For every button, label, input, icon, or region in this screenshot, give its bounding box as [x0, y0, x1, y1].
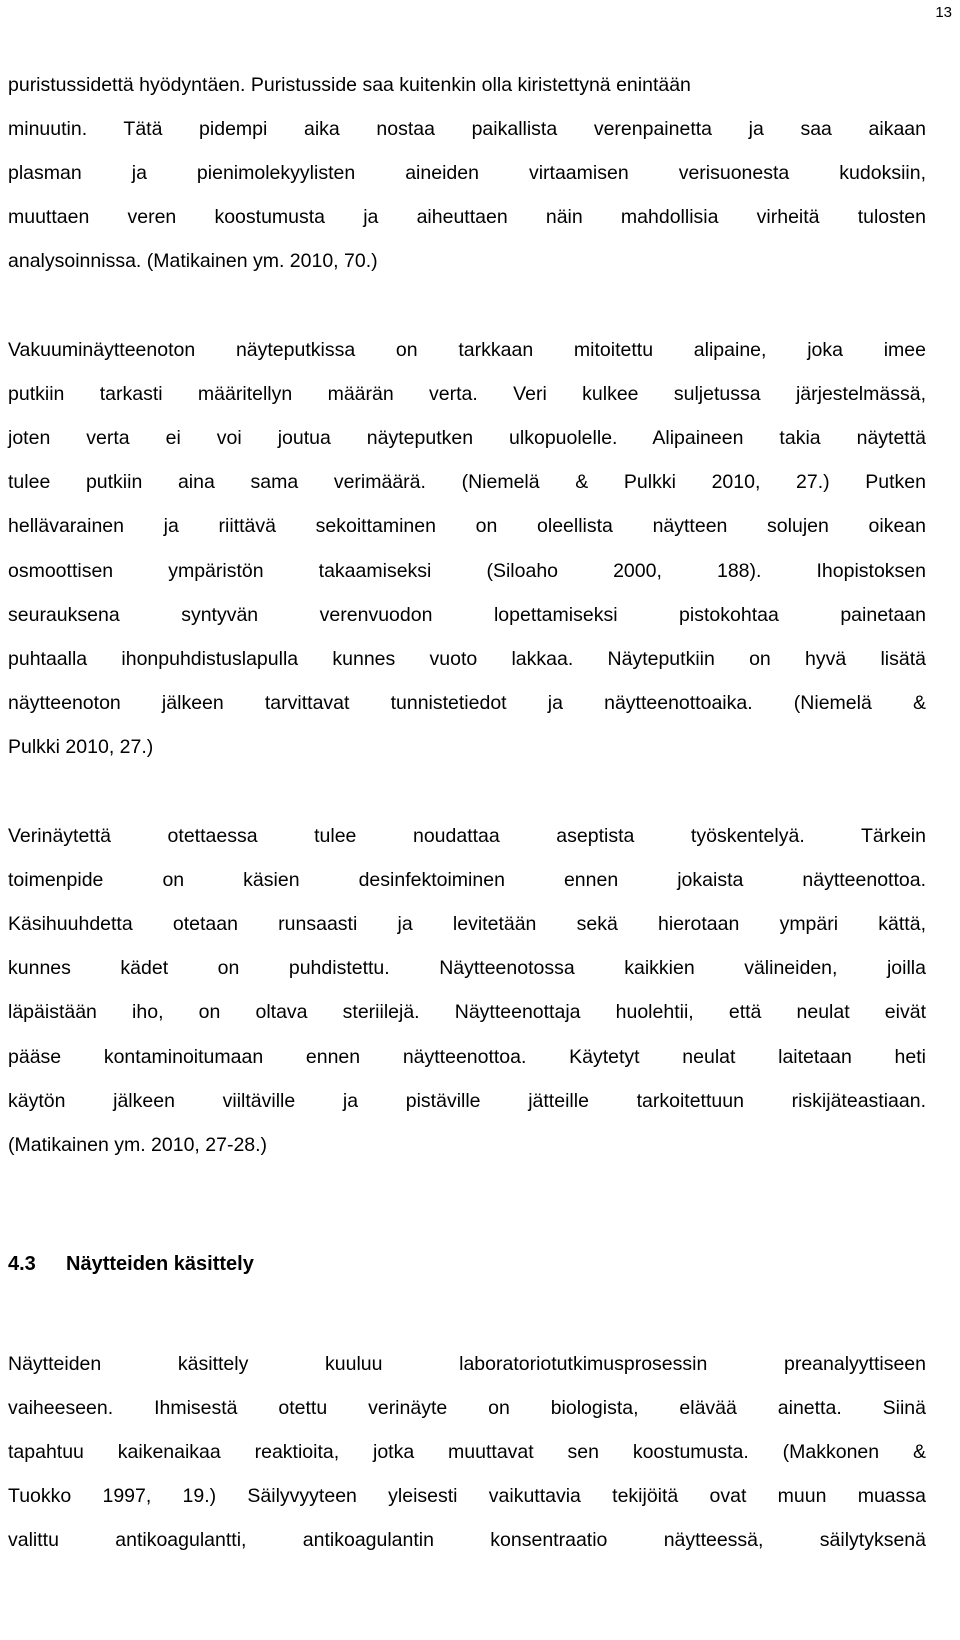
text-line: käytön jälkeen viiltäville ja pistäville jätteille tarkoitettuun riskijäteastiaan. — [8, 1090, 926, 1112]
page-number: 13 — [935, 4, 952, 21]
text-line: Näytteiden käsittely kuuluu laboratoriotutkimusprosessin preanalyyttiseen — [8, 1353, 926, 1375]
text-line: (Matikainen ym. 2010, 27-28.) — [8, 1134, 268, 1156]
text-line: pääse kontaminoitumaan ennen näytteenottoa. Käytetyt neulat laitetaan heti — [8, 1046, 926, 1068]
text-line: muuttaen veren koostumusta ja aiheuttaen näin mahdollisia virheitä tulosten — [8, 206, 926, 228]
text-line: tapahtuu kaikenaikaa reaktioita, jotka muuttavat sen koostumusta. (Makkonen & — [8, 1441, 926, 1463]
section-heading — [8, 1253, 254, 1276]
text-line: seurauksena syntyvän verenvuodon lopettamiseksi pistokohtaa painetaan — [8, 604, 926, 626]
text-line: joten verta ei voi joutua näyteputken ulkopuolelle. Alipaineen takia näytettä — [8, 427, 926, 449]
text-line: kunnes kädet on puhdistettu. Näytteenotossa kaikkien välineiden, joilla — [8, 957, 926, 979]
text-line: plasman ja pienimolekyylisten aineiden virtaamisen verisuonesta kudoksiin, — [8, 162, 926, 184]
text-line: analysoinnissa. (Matikainen ym. 2010, 70.) — [8, 250, 378, 272]
text-line: Käsihuuhdetta otetaan runsaasti ja levitetään sekä hierotaan ympäri kättä, — [8, 913, 926, 935]
section-title: Näytteiden käsittely — [66, 1253, 254, 1275]
section-number: 4.3 — [8, 1253, 36, 1275]
text-line: puristussidettä hyödyntäen. Puristusside saa kuitenkin olla kiristettynä enintään — [8, 74, 691, 96]
text-line: osmoottisen ympäristön takaamiseksi (Siloaho 2000, 188). Ihopistoksen — [8, 560, 926, 582]
text-line: Tuokko 1997, 19.) Säilyvyyteen yleisesti vaikuttavia tekijöitä ovat muun muassa — [8, 1485, 926, 1507]
text-line: läpäistään iho, on oltava steriilejä. Näytteenottaja huolehtii, että neulat eivät — [8, 1001, 926, 1023]
text-line: tulee putkiin aina sama verimäärä. (Niemelä & Pulkki 2010, 27.) Putken — [8, 471, 926, 493]
text-line: Verinäytettä otettaessa tulee noudattaa aseptista työskentelyä. Tärkein — [8, 825, 926, 847]
text-line: Vakuuminäytteenoton näyteputkissa on tarkkaan mitoitettu alipaine, joka imee — [8, 339, 926, 361]
text-line: hellävarainen ja riittävä sekoittaminen on oleellista näytteen solujen oikean — [8, 515, 926, 537]
text-line: Pulkki 2010, 27.) — [8, 736, 154, 758]
text-line: minuutin. Tätä pidempi aika nostaa paikallista verenpainetta ja saa aikaan — [8, 118, 926, 140]
text-line: valittu antikoagulantti, antikoagulantin konsentraatio näytteessä, säilytyksenä — [8, 1529, 926, 1551]
text-line: toimenpide on käsien desinfektoiminen ennen jokaista näytteenottoa. — [8, 869, 926, 891]
text-line: vaiheeseen. Ihmisestä otettu verinäyte on biologista, elävää ainetta. Siinä — [8, 1397, 926, 1419]
text-line: näytteenoton jälkeen tarvittavat tunnistetiedot ja näytteenottoaika. (Niemelä & — [8, 692, 926, 714]
text-line: putkiin tarkasti määritellyn määrän verta. Veri kulkee suljetussa järjestelmässä, — [8, 383, 926, 405]
text-line: puhtaalla ihonpuhdistuslapulla kunnes vuoto lakkaa. Näyteputkiin on hyvä lisätä — [8, 648, 926, 670]
